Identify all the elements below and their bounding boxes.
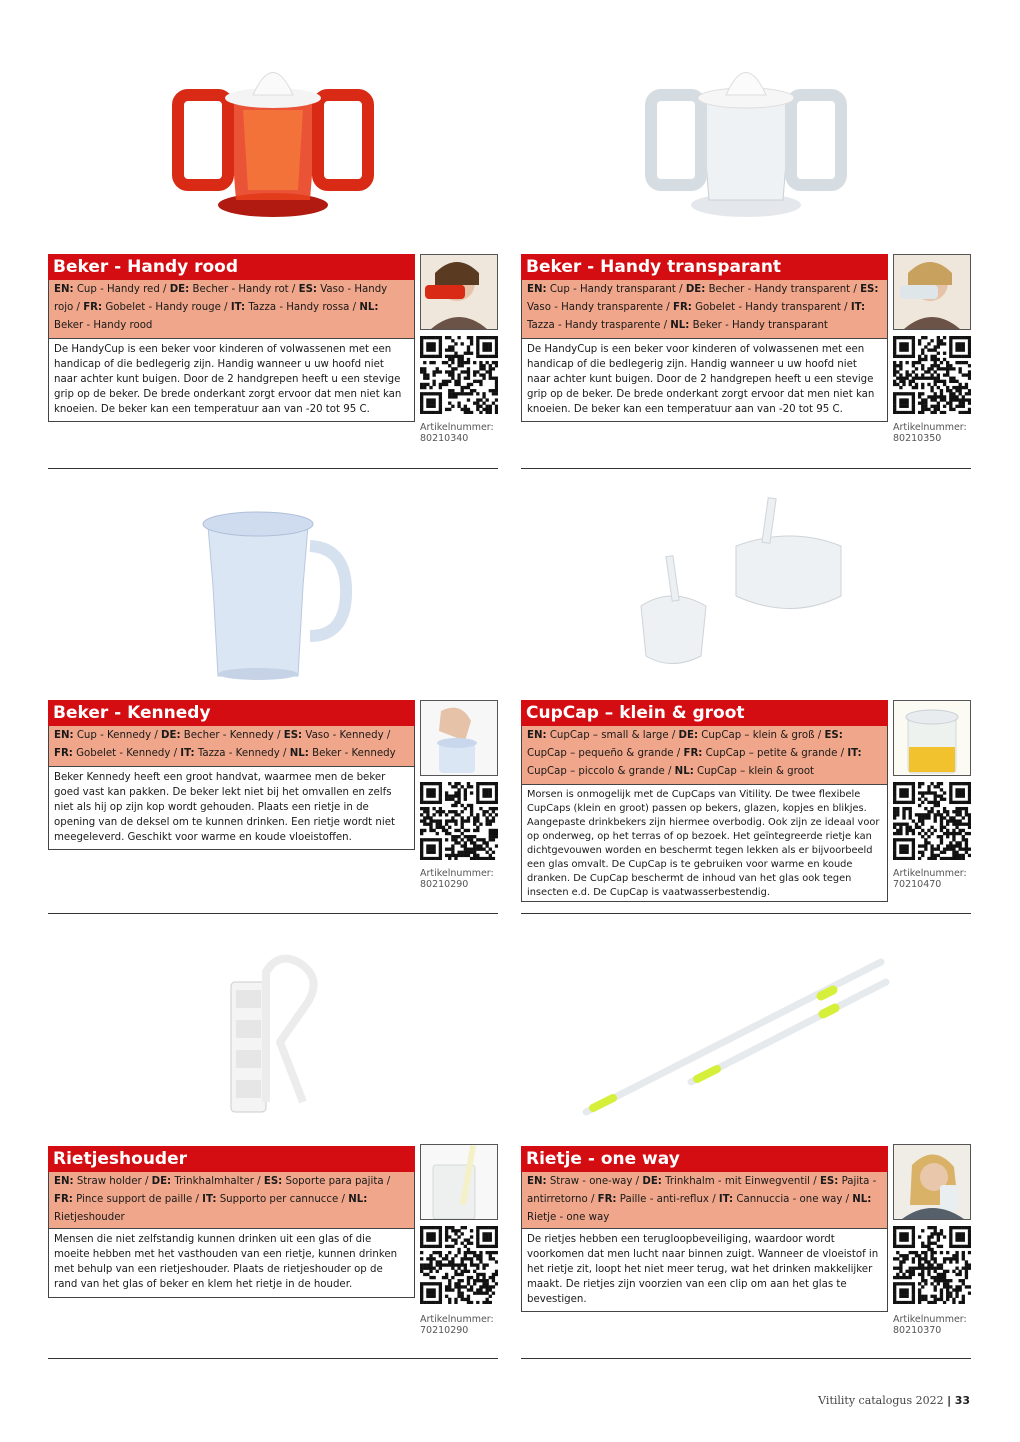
usage-photo: [893, 254, 971, 330]
divider: [48, 913, 498, 914]
divider: [521, 1358, 971, 1359]
product-description: Morsen is onmogelijk met de CupCaps van Vitility. De twee flexibele CupCaps (klein en groot) passen op bekers, glazen, kopjes en blikjes. Aangepaste drinkbekers zijn hiermee overbodig. Ook zijn ze ideaal voor op onderweg, op het terras of op bezoek. Het geïntegreerde rietje kan dichtgevouwen worden en beschermt tegen lekken als er bijvoorbeeld een glas omvalt. De CupCap is te gebruiken voor warme en koude dranken. De CupCap beschermt de inhoud van het glas ook tegen insecten e.d. De CupCap is vaatwasserbestendig.: [521, 784, 888, 902]
qr-code[interactable]: [893, 1226, 971, 1304]
product-description: De HandyCup is een beker voor kinderen of volwassenen met een handicap of die bedlegerig zijn. Handig wanneer u uw hoofd niet naar achter kunt buigen. Door de 2 handgrepen heeft u een stevige grip op de beker. De brede onderkant zorgt ervoor dat men niet kan knoeien. De beker kan een temperatuur aan van -20 tot 95 C.: [521, 338, 888, 422]
product-title: Rietjeshouder: [48, 1146, 415, 1172]
page-footer: Vitility catalogus 2022 | 33: [818, 1394, 970, 1407]
product-translations: EN: CupCap – small & large / DE: CupCap – klein & groß / ES: CupCap – pequeño & grande / FR: CupCap – petite & grande / IT: CupCap – piccolo & grande / NL: CupCap – klein & groot: [521, 726, 888, 784]
usage-photo: [893, 1144, 971, 1220]
article-number: Artikelnummer: 70210470: [893, 868, 967, 890]
product-photo-handy-transparant: [521, 40, 971, 240]
divider: [48, 1358, 498, 1359]
product-description: Mensen die niet zelfstandig kunnen drinken uit een glas of die moeite hebben met het vasthouden van een rietje, kunnen drinken met behulp van een rietjeshouder. Plaats de rietjeshouder op de rand van het glas of beker en klem het rietje in de houder.: [48, 1228, 415, 1298]
product-translations: EN: Cup - Kennedy / DE: Becher - Kennedy / ES: Vaso - Kennedy / FR: Gobelet - Kennedy / IT: Tazza - Kennedy / NL: Beker - Kennedy: [48, 726, 415, 766]
product-photo-rietje-one-way: [521, 932, 971, 1132]
usage-photo: [420, 1144, 498, 1220]
product-description: De HandyCup is een beker voor kinderen of volwassenen met een handicap of die bedlegerig zijn. Handig wanneer u uw hoofd niet naar achter kunt buigen. Door de 2 handgrepen heeft u een stevige grip op de beker. De brede onderkant zorgt ervoor dat men niet kan knoeien. De beker kan een temperatuur aan van -20 tot 95 C.: [48, 338, 415, 422]
qr-code[interactable]: [420, 782, 498, 860]
qr-code[interactable]: [893, 782, 971, 860]
product-translations: EN: Straw holder / DE: Trinkhalmhalter / ES: Soporte para pajita / FR: Pince support de paille / IT: Supporto per cannucce / NL: Rietjeshouder: [48, 1172, 415, 1228]
usage-photo: [893, 700, 971, 776]
product-translations: EN: Cup - Handy transparant / DE: Becher - Handy transparent / ES: Vaso - Handy transparente / FR: Gobelet - Handy transparent / IT: Tazza - Handy trasparente / NL: Beker - Handy transparant: [521, 280, 888, 338]
product-translations: EN: Cup - Handy red / DE: Becher - Handy rot / ES: Vaso - Handy rojo / FR: Gobelet - Handy rouge / IT: Tazza - Handy rossa / NL: Beker - Handy rood: [48, 280, 415, 338]
product-title: Beker - Kennedy: [48, 700, 415, 726]
divider: [48, 468, 498, 469]
divider: [521, 468, 971, 469]
catalogue-name: Vitility catalogus 2022: [818, 1394, 944, 1407]
product-title: Beker - Handy rood: [48, 254, 415, 280]
product-photo-rietjeshouder: [48, 932, 498, 1132]
article-number: Artikelnummer: 80210340: [420, 422, 494, 444]
qr-code[interactable]: [420, 1226, 498, 1304]
article-number: Artikelnummer: 80210290: [420, 868, 494, 890]
product-photo-kennedy: [48, 486, 498, 686]
usage-photo: [420, 700, 498, 776]
product-description: Beker Kennedy heeft een groot handvat, waarmee men de beker goed vast kan pakken. De beker lekt niet bij het omvallen en zelfs niet als hij op zijn kop wordt gehouden. Plaats een rietje in de opening van de deksel om te kunnen drinken. Een rietje wordt niet meegeleverd. Geschikt voor warme en koude vloeistoffen.: [48, 766, 415, 850]
product-photo-cupcap: [521, 486, 971, 686]
product-title: Beker - Handy transparant: [521, 254, 888, 280]
article-number: Artikelnummer: 70210290: [420, 1314, 494, 1336]
product-title: CupCap – klein & groot: [521, 700, 888, 726]
product-description: De rietjes hebben een terugloopbeveiliging, waardoor wordt voorkomen dat men lucht naar binnen zuigt. Wanneer de vloeistof in het rietje zit, loopt het niet meer terug, wat het drinken makkelijker maakt. De rietjes zijn voorzien van een clip om aan het glas te bevestigen.: [521, 1228, 888, 1312]
divider: [521, 913, 971, 914]
usage-photo: [420, 254, 498, 330]
page-number: 33: [954, 1394, 970, 1407]
product-translations: EN: Straw - one-way / DE: Trinkhalm - mit Einwegventil / ES: Pajita - antirretorno / FR: Paille - anti-reflux / IT: Cannuccia - one way / NL: Rietje - one way: [521, 1172, 888, 1228]
qr-code[interactable]: [893, 336, 971, 414]
qr-code[interactable]: [420, 336, 498, 414]
article-number: Artikelnummer: 80210370: [893, 1314, 967, 1336]
product-photo-handy-rood: [48, 40, 498, 240]
product-title: Rietje - one way: [521, 1146, 888, 1172]
article-number: Artikelnummer: 80210350: [893, 422, 967, 444]
